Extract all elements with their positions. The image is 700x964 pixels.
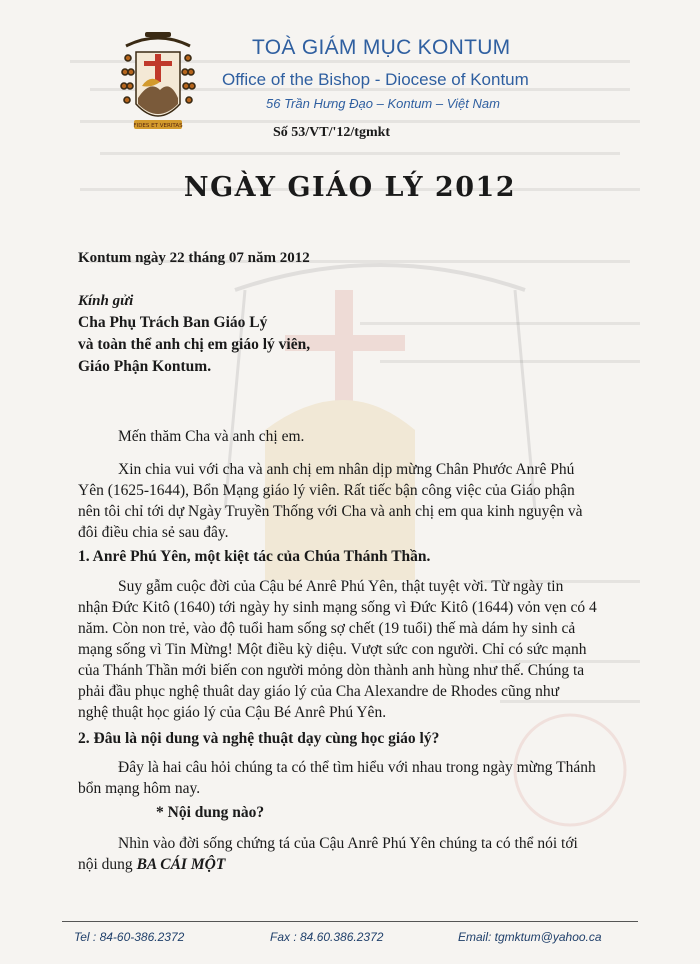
date-line: Kontum ngày 22 tháng 07 năm 2012 xyxy=(78,250,310,266)
final-line-prefix: nội dung xyxy=(78,856,137,873)
org-name: TOÀ GIÁM MỤC KONTUM xyxy=(252,36,511,59)
intro-line: Xin chia vui với cha và anh chị em nhân dịp mừng Chân Phước Anrê Phú xyxy=(118,461,575,478)
document-title: NGÀY GIÁO LÝ 2012 xyxy=(183,172,517,203)
final-line: Nhìn vào đời sống chứng tá của Cậu Anrê Phú Yên chúng ta có thể nói tới xyxy=(118,835,578,852)
section-2-line: Đây là hai câu hỏi chúng ta có thể tìm hiểu với nhau trong ngày mừng Thánh xyxy=(118,759,596,776)
section-1-line: năm. Còn non trẻ, vào độ tuổi ham sống sợ chết (19 tuổi) thế mà dám hy sinh cả xyxy=(78,620,576,637)
recipient-line: Cha Phụ Trách Ban Giáo Lý xyxy=(78,314,268,331)
recipient-line: và toàn thể anh chị em giáo lý viên, xyxy=(78,336,311,353)
section-1-line: của Thánh Thần mới biến con người mỏng dòn thành anh hùng như thế. Chúng ta xyxy=(78,662,585,679)
section-1-line: nghệ thuật học giáo lý của Cậu Bé Anrê Phú Yên. xyxy=(78,704,387,721)
final-line-2 xyxy=(78,855,225,875)
intro-line: đôi điều chia sẻ sau đây. xyxy=(78,524,229,541)
section-2-line: bổn mạng hôm nay. xyxy=(78,780,201,797)
subheading-content: * Nội dung nào? xyxy=(156,804,265,821)
diocese-coat-of-arms xyxy=(120,28,196,144)
reference-number: Số 53/VT/'12/tgmkt xyxy=(273,125,391,140)
intro-line: nên tôi chỉ tới dự Ngày Truyền Thống với Cha và anh chị em qua kinh nguyện và xyxy=(78,503,583,520)
section-1-line: mạng sống vì Tin Mừng! Một điều kỳ diệu. Vượt sức con người. Chỉ có sức mạnh xyxy=(78,641,587,658)
intro-line: Yên (1625-1644), Bổn Mạng giáo lý viên. Rất tiếc bận công việc của Giáo phận xyxy=(78,482,575,499)
section-2-heading: 2. Đâu là nội dung và nghệ thuật dạy cùng học giáo lý? xyxy=(78,730,440,747)
greeting: Mến thăm Cha và anh chị em. xyxy=(118,428,305,445)
emphasis-ba-cai-mot: BA CÁI MỘT xyxy=(136,856,226,873)
crest-motto-ribbon: FIDES ET VERITAS xyxy=(133,123,183,129)
salutation: Kính gửi xyxy=(78,293,134,309)
section-1-line: phải đầu phục nghệ thuât day giáo lý của Cha Alexandre de Rhodes cũng như xyxy=(78,683,560,700)
footer-divider xyxy=(62,921,638,922)
footer-email[interactable]: Email: tgmktum@yahoo.ca xyxy=(458,930,602,944)
section-1-line: Suy gẫm cuộc đời của Cậu bé Anrê Phú Yên, thật tuyệt vời. Từ ngày tin xyxy=(118,578,564,595)
footer-fax: Fax : 84.60.386.2372 xyxy=(270,930,384,944)
footer-tel: Tel : 84-60-386.2372 xyxy=(74,930,185,944)
org-name-english: Office of the Bishop - Diocese of Kontum xyxy=(222,70,529,89)
recipient-line: Giáo Phận Kontum. xyxy=(78,358,212,375)
section-1-heading: 1. Anrê Phú Yên, một kiệt tác của Chúa Thánh Thần. xyxy=(78,548,431,565)
org-address: 56 Trần Hưng Đạo – Kontum – Việt Nam xyxy=(266,96,500,111)
section-1-line: nhận Đức Kitô (1640) tới ngày hy sinh mạng sống vì Đức Kitô (1644) vỏn vẹn có 4 xyxy=(78,599,597,616)
